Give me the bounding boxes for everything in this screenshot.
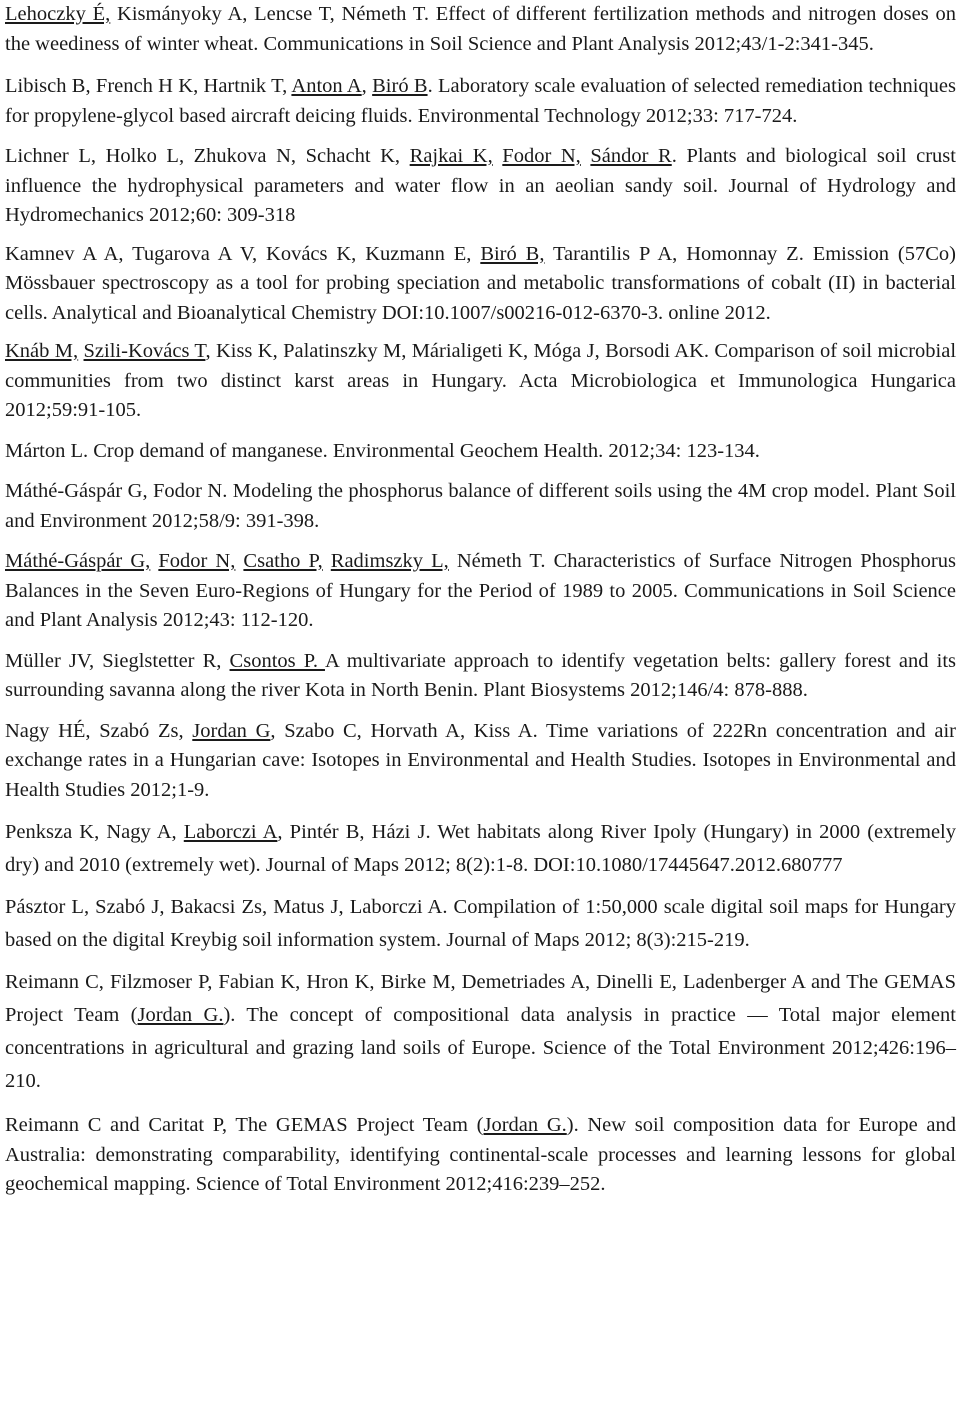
underlined-author: Jordan G. bbox=[137, 1004, 224, 1026]
reference-text: Pásztor L, Szabó J, Bakacsi Zs, Matus J, Laborczi A. Compilation of 1:50,000 scale digital soil maps for Hungary based on the digital Kreybig soil information system. Journal of Maps 2012; 8(3):215-219. bbox=[5, 896, 956, 951]
reference-text: Reimann C and Caritat P, The GEMAS Project Team ( bbox=[5, 1114, 484, 1136]
underlined-author: Szili-Kovács T bbox=[83, 340, 206, 362]
reference-text: Lichner L, Holko L, Zhukova N, Schacht K, bbox=[5, 145, 410, 167]
reference-text: , Pintér B, Házi J. Wet habitats along River Ipoly (Hungary) in 2000 (extremely dry) and 2010 (extremely wet). Journal of Maps 2012; 8(2):1-8. DOI:10.1080/17445647.2012.680777 bbox=[5, 821, 957, 876]
reference-text: Nagy HÉ, Szabó Zs, bbox=[5, 719, 193, 742]
reference-text: Kismányoky A, Lencse T, Németh T. Effect of different fertilization methods and nitrogen doses on the weediness of winter wheat. Communications in Soil Science and Plant Analysis 2012;43/1-2:341-345. bbox=[5, 3, 956, 55]
reference-text: Libisch B, French H K, Hartnik T, bbox=[5, 75, 292, 97]
reference-entry bbox=[5, 477, 956, 536]
reference-text: Müller JV, Sieglstetter R, bbox=[5, 649, 230, 672]
reference-text: . Plants and biological soil crust influence the hydrophysical parameters and water flow in an aeolian sandy soil. Journal of Hydrology and Hydromechanics 2012;60: 309-318 bbox=[5, 145, 956, 226]
reference-entry bbox=[5, 337, 956, 426]
reference-text bbox=[581, 145, 591, 167]
underlined-author: Jordan G. bbox=[483, 1114, 567, 1136]
underlined-author: Jordan G bbox=[192, 719, 271, 742]
reference-text: Németh T. Characteristics of Surface Nitrogen Phosphorus Balances in the Seven Euro-Regions of Hungary for the Period of 1989 to 2005. Communications in Soil Science and Plant Analysis 2012;43: 112-120. bbox=[5, 550, 956, 631]
underlined-author: Sándor R bbox=[590, 145, 672, 167]
reference-text: , Szabo C, Horvath A, Kiss A. Time variations of 222Rn concentration and air exchange rates in a Hungarian cave: Isotopes in Environmental and Health Studies. Isotopes in Environmental and Health Studies 2012;1-9. bbox=[5, 719, 956, 801]
reference-text: Penksza K, Nagy A, bbox=[5, 821, 184, 843]
reference-entry bbox=[5, 547, 956, 636]
reference-text: ). New soil composition data for Europe and Australia: demonstrating comparability, identifying continental-scale processes and learning lessons for global geochemical mapping. Science of Total Environment 2012;416:239–252. bbox=[5, 1114, 956, 1195]
reference-text bbox=[323, 550, 331, 572]
reference-text: ). The concept of compositional data analysis in practice — Total major element concentrations in agricultural and grazing land soils of Europe. Science of the Total Environment 2012;426:196–210. bbox=[5, 1004, 956, 1092]
underlined-author: Lehoczky É, bbox=[5, 3, 111, 25]
reference-entry bbox=[5, 966, 956, 1098]
reference-entry bbox=[5, 891, 956, 957]
reference-text: Kamnev A A, Tugarova A V, Kovács K, Kuzmann E, bbox=[5, 242, 481, 265]
underlined-author: Máthé-Gáspár G, bbox=[5, 550, 151, 572]
underlined-author: Rajkai K, bbox=[409, 145, 493, 167]
reference-text: A multivariate approach to identify vegetation belts: gallery forest and its surrounding savanna along the river Kota in North Benin. Plant Biosystems 2012;146/4: 878-888. bbox=[5, 649, 956, 701]
reference-entry bbox=[5, 72, 956, 131]
underlined-author: Fodor N, bbox=[158, 550, 236, 572]
reference-text: Máthé-Gáspár G, Fodor N. Modeling the phosphorus balance of different soils using the 4M crop model. Plant Soil and Environment 2012;58/9: 391-398. bbox=[5, 480, 956, 532]
underlined-author: Biró B, bbox=[480, 242, 545, 265]
reference-text: Reimann C, Filzmoser P, Fabian K, Hron K, Birke M, Demetriades A, Dinelli E, Ladenberger A and The GEMAS Project Team ( bbox=[5, 971, 956, 1026]
underlined-author: Csontos P. bbox=[229, 649, 325, 672]
reference-text: Tarantilis P A, Homonnay Z. Emission (57Co) Mössbauer spectroscopy as a tool for probing speciation and metabolic transformations of cobalt (II) in bacterial cells. Analytical and Bioanalytical Chemistry DOI:10.1007/s00216-012-6370-3. online 2012. bbox=[5, 242, 956, 324]
reference-list bbox=[5, 0, 956, 1211]
underlined-author: Radimszky L, bbox=[330, 550, 449, 572]
underlined-author: Laborczi A bbox=[183, 821, 278, 843]
underlined-author: Biró B bbox=[372, 75, 428, 97]
reference-entry bbox=[5, 816, 956, 882]
reference-text: . Laboratory scale evaluation of selected remediation techniques for propylene-glycol based aircraft deicing fluids. Environmental Technology 2012;33: 717-724. bbox=[5, 75, 956, 127]
reference-entry bbox=[5, 142, 956, 231]
reference-entry bbox=[5, 0, 956, 59]
reference-text: , bbox=[361, 75, 373, 97]
reference-entry bbox=[5, 647, 956, 706]
reference-text: , Kiss K, Palatinszky M, Márialigeti K, Móga J, Borsodi AK. Comparison of soil microbial communities from two distinct karst areas in Hungary. Acta Microbiologica et Immunologica Hungarica 2012;59:91-105. bbox=[5, 340, 957, 421]
underlined-author: Fodor N, bbox=[502, 145, 581, 167]
underlined-author: Knáb M, bbox=[5, 340, 79, 362]
reference-entry bbox=[5, 1111, 956, 1200]
reference-entry bbox=[5, 717, 956, 806]
reference-entry bbox=[5, 437, 956, 467]
reference-entry bbox=[5, 240, 956, 329]
reference-text: Márton L. Crop demand of manganese. Environmental Geochem Health. 2012;34: 123-134. bbox=[5, 439, 760, 462]
underlined-author: Anton A bbox=[291, 75, 362, 97]
reference-text bbox=[493, 145, 503, 167]
underlined-author: Csatho P, bbox=[243, 550, 323, 572]
